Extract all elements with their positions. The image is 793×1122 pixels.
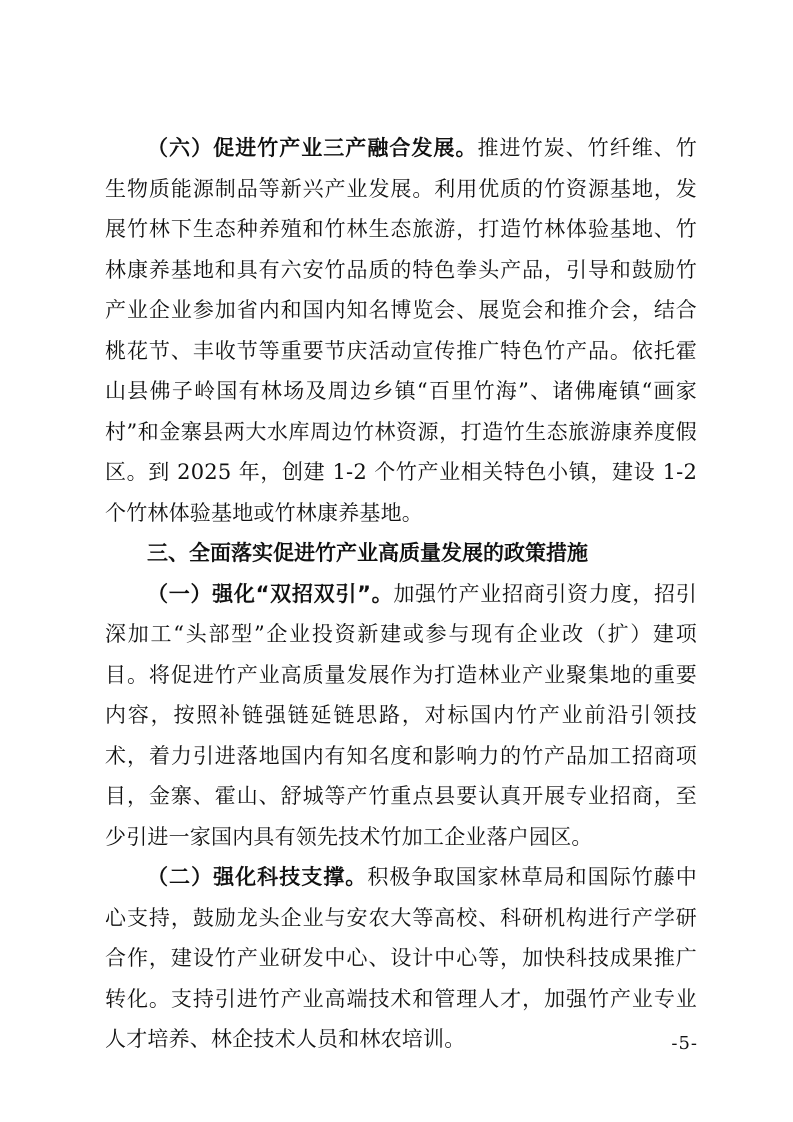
paragraph-lead: （一）强化“双招双引”。 — [147, 581, 394, 606]
paragraph-text: 积极争取国家林草局和国际竹藤中心支持，鼓励龙头企业与安农大等高校、科研机构进行产学研合作，建设竹产业研发中心、设计中心等，加快科技成果推广转化。支持引进竹产业高端技术和管理人才，加强竹产业专业人才培养、林企技术人员和林农培训。 — [105, 865, 698, 1051]
paragraph-text: 加强竹产业招商引资力度，招引深加工“头部型”企业投资新建或参与现有企业改（扩）建项目。将促进竹产业高质量发展作为打造林业产业聚集地的重要内容，按照补链强链延链思路，对标国内竹产业前沿引领技术，着力引进落地国内有知名度和影响力的竹产品加工招商项目，金寨、霍山、舒城等产竹重点县要认真开展专业招商，至少引进一家国内具有领先技术竹加工企业落户园区。 — [105, 581, 697, 849]
page-number: -5- — [671, 1033, 698, 1054]
paragraph-investment-attraction — [105, 574, 697, 858]
document-body — [105, 128, 697, 1060]
paragraph-lead: （六）促进竹产业三产融合发展。 — [147, 136, 478, 160]
paragraph-bamboo-industry-integration — [105, 128, 697, 533]
section-heading: 三、全面落实促进竹产业高质量发展的政策措施 — [147, 541, 588, 565]
paragraph-technology-support — [105, 857, 697, 1060]
paragraph-text: 推进竹炭、竹纤维、竹生物质能源制品等新兴产业发展。利用优质的竹资源基地，发展竹林下生态种养殖和竹林生态旅游，打造竹林体验基地、竹林康养基地和具有六安竹品质的特色拳头产品，引导和鼓励竹产业企业参加省内和国内知名博览会、展览会和推介会，结合桃花节、丰收节等重要节庆活动宣传推广特色竹产品。依托霍山县佛子岭国有林场及周边乡镇“百里竹海”、诸佛庵镇“画家村”和金寨县两大水库周边竹林资源，打造竹生态旅游康养度假区。到 2025 年，创建 1-2 个竹产业相关特色小镇，建设 1-2 个竹林体验基地或竹林康养基地。 — [105, 136, 697, 525]
paragraph-lead: （二）强化科技支撑。 — [147, 865, 368, 889]
